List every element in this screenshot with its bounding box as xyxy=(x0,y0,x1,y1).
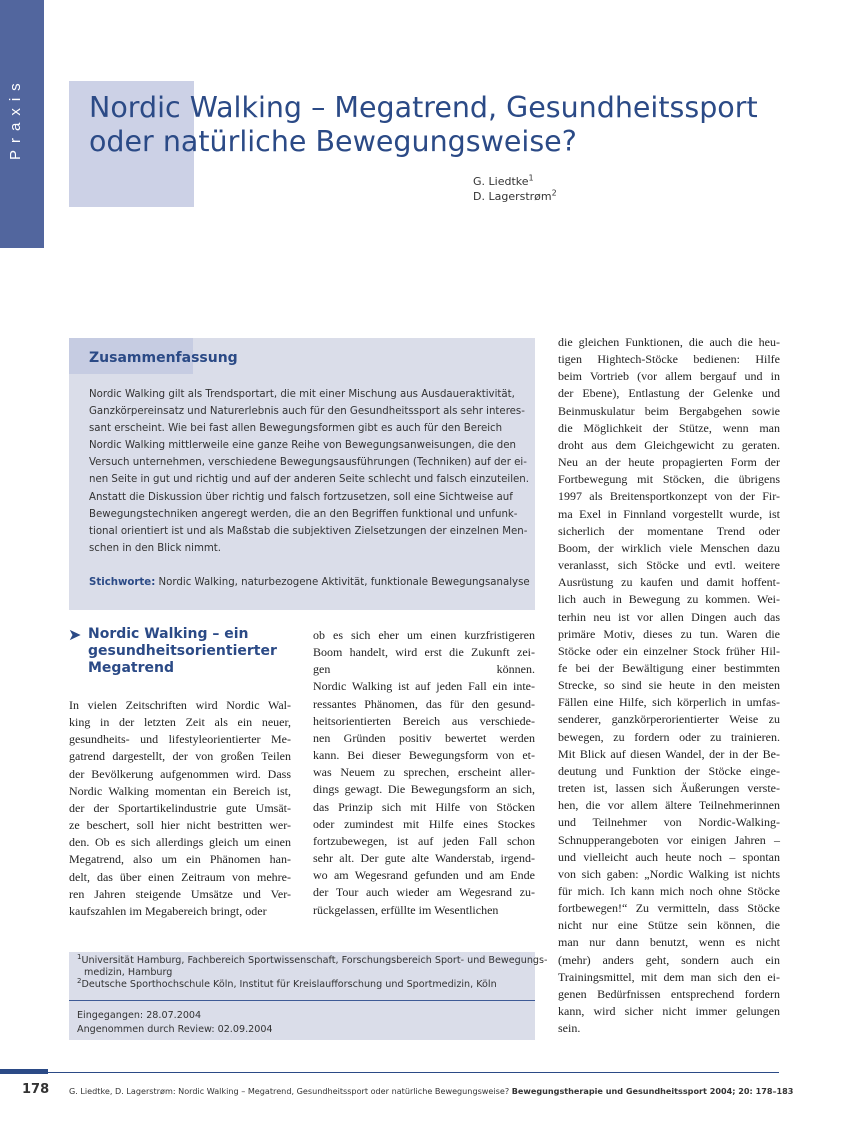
text-line: sicherlich der momentane Trend oder xyxy=(558,523,780,538)
text-line: tional orientiert ist und als Maßstab die subjektiven Zielsetzungen der einzelnen Men- xyxy=(89,525,528,537)
text-line: ren Jahren steigende Umsätze und Ver- xyxy=(69,886,291,901)
text-line: Trainingsmittel, mit dem man sich den ei- xyxy=(558,969,780,984)
text-line: treten ist, lassen sich Äußerungen verste- xyxy=(558,781,780,796)
text-line: Anstatt die Diskussion über richtig und falsch fortzusetzen, soll eine Sichtweise auf xyxy=(89,491,513,503)
affiliation-mark: 1 xyxy=(77,952,82,961)
journal-reference: Bewegungstherapie und Gesundheitssport 2004; 20: 178–183 xyxy=(511,1086,794,1096)
title-line: Nordic Walking – Megatrend, Gesundheitssport xyxy=(89,91,758,124)
text-line: Bewegungstechniken angeregt werden, die an den Begriffen funktional und unfunk- xyxy=(89,508,518,520)
text-line: Boom handelt, wird erst die Zukunft zei- xyxy=(313,645,535,660)
text-line: der Bevölkerung aufgenommen wird. Dass xyxy=(69,766,291,781)
text-line: Fällen eine Hilfe, sich körperlich in umfas- xyxy=(558,695,780,710)
text-line: und Teilnehmer von Nordic-Walking- xyxy=(558,815,780,830)
body-column-2 xyxy=(313,627,535,919)
text-line: senderer, ganzkörperorientierter Weise zu xyxy=(558,712,780,727)
text-line: gesundheits- und lifestyleorientierter Me- xyxy=(69,732,291,747)
text-line: In vielen Zeitschriften wird Nordic Wal- xyxy=(69,698,291,712)
text-line: und vielleicht auch heute noch – spontan xyxy=(558,849,780,864)
text-line: nen Gründen positiv bewertet werden xyxy=(313,730,535,745)
text-line: deutung und Funktion der Stöcke einge- xyxy=(558,763,780,778)
keywords-label: Stichworte: xyxy=(89,577,156,588)
text-line: Beinmuskulatur beim Bergabgehen sowie xyxy=(558,403,780,418)
affiliation xyxy=(77,952,548,967)
text-line: für mich. Ich kann mich noch ohne Stöcke xyxy=(558,884,780,898)
author-name: G. Liedtke xyxy=(473,175,529,188)
text-line: nicht nur eine Stütze sein können, die xyxy=(558,918,780,933)
text-line: wo am Wegesrand gefunden und am Ende xyxy=(313,868,535,883)
text-line: den. Ob es sich allerdings gleich um einen xyxy=(69,835,291,850)
body-column-1 xyxy=(69,697,291,920)
text-line: gatrend dargestellt, der von großen Teilen xyxy=(69,749,291,764)
text-line: Strecke, so sind sie heute in den meisten xyxy=(558,678,780,693)
footer-accent xyxy=(0,1069,48,1074)
text-line: oder zumindest mit Hilfe eines Stockes xyxy=(313,816,535,831)
text-line: von sich gaben: „Nordic Walking ist nichts xyxy=(558,866,780,881)
text-line: kann, wird sicher nicht immer gelungen xyxy=(558,1004,780,1019)
text-line: tigen Hightech-Stöcke bedienen: Hilfe xyxy=(558,352,780,367)
text-line: kaufszahlen im Megabereich bringt, oder xyxy=(69,903,267,918)
footer-rule xyxy=(48,1072,779,1073)
keywords xyxy=(89,577,530,588)
text-line: Megatrend xyxy=(88,660,174,676)
text-line: fortbewegen!“ Zu vermitteln, dass Stöcke xyxy=(558,901,780,916)
text-line: der Ebene), Entlastung der Gelenke und xyxy=(558,386,780,401)
text-line: rückgelassen, erfüllte im Wesentlichen xyxy=(313,902,499,917)
abstract-text xyxy=(89,386,530,557)
author-list xyxy=(473,174,557,204)
dates xyxy=(77,1009,273,1036)
text-line: Ausrüstung zu kaufen und damit hoffent- xyxy=(558,575,780,590)
affiliation-continued: medizin, Hamburg xyxy=(84,967,173,978)
text-line: gesundheitsorientierter xyxy=(88,643,277,659)
text-line: Mit Blick auf diesen Wandel, der in der Be- xyxy=(558,746,780,761)
affiliation-mark: 2 xyxy=(77,976,82,985)
text-line: der Tour auch wieder am Wegesrand zu- xyxy=(313,885,535,900)
text-line: 1997 als Breitensportkonzept von der Fir- xyxy=(558,489,780,504)
text-line: Megatrend, also um ein Phänomen han- xyxy=(69,852,291,867)
text-line: dings gewagt. Die Bewegungsform an sich, xyxy=(313,782,535,797)
affiliation-text: Deutsche Sporthochschule Köln, Institut für Kreislaufforschung und Sportmedizin, Köln xyxy=(81,979,497,990)
text-line: delt, das über einen Zeitraum von mehre- xyxy=(69,869,291,884)
author xyxy=(473,189,557,204)
text-line: Boom, der wirklich viele Menschen dazu xyxy=(558,540,780,555)
text-line: (mehr) anders geht, sondern auch ein xyxy=(558,952,780,967)
text-line: was Neuem zu sprechen, erscheint aller- xyxy=(313,765,535,780)
text-line: hen, die vor allem ältere Teilnehmerinnen xyxy=(558,798,780,813)
accepted-date: Angenommen durch Review: 02.09.2004 xyxy=(77,1023,273,1035)
text-line: ma Exel in Finnland vorgestellt wurde, ist xyxy=(558,506,780,521)
citation xyxy=(69,1086,793,1096)
text-line: lich auch in Bewegung zu kommen. Wei- xyxy=(558,592,780,607)
text-line: die gleichen Funktionen, die auch die heu- xyxy=(558,335,780,349)
text-line: terhin neu ist vor allen Dingen auch das xyxy=(558,609,780,624)
section-arrow-icon: ➤ xyxy=(68,625,82,644)
text-line: schen in den Blick nimmt. xyxy=(89,542,222,554)
text-line: kann. Bei dieser Bewegungsform von et- xyxy=(313,748,535,763)
author-name: D. Lagerstrøm xyxy=(473,190,552,203)
text-line: heitsorientierten Bereich aus verschiede- xyxy=(313,713,535,728)
text-line: sein. xyxy=(558,1021,581,1036)
text-line: Versuch unternehmen, verschiedene Bewegungsausführungen (Techniken) auf der ei- xyxy=(89,457,527,469)
text-line: sant erscheint. Wie bei fast allen Bewegungsformen gibt es auch für den Bereich xyxy=(89,423,503,435)
text-line: droht aus dem Gleichgewicht zu geraten. xyxy=(558,437,780,452)
text-line: Nordic Walking momentan ein Bereich ist, xyxy=(69,783,291,798)
author-affiliation-mark: 2 xyxy=(551,188,557,198)
text-line: man nur dann benutzt, wenn es nicht xyxy=(558,935,780,950)
text-line: nen Seite in gut und richtig und auf der anderen Seite schlecht und falsch einzuteilen. xyxy=(89,474,530,486)
text-line: king in der letzten Zeit als ein neuer, xyxy=(69,715,291,730)
affiliation xyxy=(77,976,532,991)
text-line: Stöcke oder ein einzelner Stock früher Hil- xyxy=(558,643,780,658)
text-line: beim Vortrieb (vor allem bergauf und in xyxy=(558,369,780,384)
title-line: oder natürliche Bewegungsweise? xyxy=(89,125,577,158)
text-line: fe bei der Bewältigung einer bestimmten xyxy=(558,660,780,675)
text-line: Nordic Walking mittlerweile eine ganze Reihe von Bewegungsanweisungen, die den xyxy=(89,440,516,452)
section-heading xyxy=(88,626,277,677)
affiliation-text: Universität Hamburg, Fachbereich Sportwissenschaft, Forschungsbereich Sport- und Bewegungs- xyxy=(81,955,548,966)
text-line: veranlasst, sich Stöcke und evtl. weitere xyxy=(558,558,780,573)
text-line: Schnupperangeboten vor einigen Jahren – xyxy=(558,832,780,847)
author-affiliation-mark: 1 xyxy=(528,173,534,183)
text-line: sehr alt. Der gute alte Wanderstab, irgend- xyxy=(313,851,535,866)
text-line: das Prinzip sich mit Hilfe von Stöcken xyxy=(313,799,535,814)
article-title xyxy=(89,91,758,159)
text-line: die Möglichkeit der Stütze, wenn man xyxy=(558,420,780,435)
text-line: primäre Motiv, dieses zu tun. Waren die xyxy=(558,626,780,641)
received-date: Eingegangen: 28.07.2004 xyxy=(77,1010,202,1021)
affiliation-divider xyxy=(69,1000,535,1001)
text-line: der der Sportartikelindustrie gute Umsät- xyxy=(69,800,291,815)
affiliations xyxy=(77,952,548,991)
text-line: ob es sich eher um einen kurzfristigeren xyxy=(313,628,535,642)
section-label: Praxis xyxy=(7,76,24,160)
keywords-value: Nordic Walking, naturbezogene Aktivität, funktionale Bewegungsanalyse xyxy=(158,577,530,588)
section-sidebar xyxy=(0,0,44,248)
text-line: ze beschert, soll hier nicht bestritten wer- xyxy=(69,818,291,833)
text-line: Nordic Walking ist auf jeden Fall ein inte- xyxy=(313,679,535,694)
text-line: fortzubewegen, ist auf jeden Fall schon xyxy=(313,833,535,848)
page-number: 178 xyxy=(22,1082,50,1097)
text-line: ressantes Phänomen, das für den gesund- xyxy=(313,696,535,711)
abstract-heading: Zusammenfassung xyxy=(89,350,238,366)
text-line: Nordic Walking gilt als Trendsportart, die mit einer Mischung aus Ausdaueraktivität, xyxy=(89,389,515,400)
text-line: Fortbewegung mit Stöcken, die übrigens xyxy=(558,472,780,487)
text-line: bewegen, zu fordern oder zu trainieren. xyxy=(558,729,780,744)
body-column-3 xyxy=(558,334,780,1037)
text-line: Ganzkörpereinsatz und Naturerlebnis auch für den Gesundheitssport als sehr interes- xyxy=(89,406,525,418)
text-line: genen Bedürfnissen entsprechend fordern xyxy=(558,986,780,1001)
text-line: Nordic Walking – ein xyxy=(88,626,249,642)
text-line: Neu an der heute propagierten Form der xyxy=(558,455,780,470)
text-line: gen können. xyxy=(313,662,535,677)
citation-text: G. Liedtke, D. Lagerstrøm: Nordic Walking – Megatrend, Gesundheitssport oder natürliche Bewegungsweise? xyxy=(69,1086,512,1096)
author xyxy=(473,174,557,189)
